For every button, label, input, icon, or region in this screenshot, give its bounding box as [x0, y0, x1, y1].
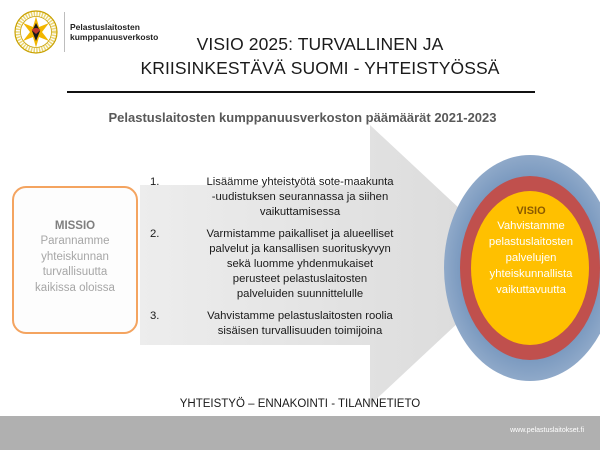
goal-item: [150, 175, 430, 220]
goal-text: [170, 175, 430, 220]
visio-title: VISIO: [516, 205, 546, 217]
missio-line: yhteiskunnan: [41, 250, 109, 263]
visio-line: Vahvistamme: [497, 220, 565, 232]
pelastuslaitokset-logo: [14, 10, 58, 54]
subtitle: Pelastuslaitosten kumppanuusverkoston päämäärät 2021-2023: [108, 110, 497, 125]
title-line2: KRIISINKESTÄVÄ SUOMI - YHTEISTYÖSSÄ: [140, 58, 500, 78]
logo-divider: [64, 12, 65, 52]
visio-line: pelastuslaitosten: [488, 236, 574, 248]
org-name-line2: kumppanuusverkosto: [70, 32, 159, 42]
goal-line: perusteet pelastuslaitosten: [232, 273, 368, 285]
goals-list: [150, 175, 430, 346]
missio-line: Parannamme: [40, 235, 110, 247]
goal-line: Lisäämme yhteistyötä sote-maakunta: [206, 176, 394, 188]
footer-bar: [0, 416, 600, 450]
goal-line: Vahvistamme pelastuslaitosten roolia: [207, 310, 393, 322]
title-line1: VISIO 2025: TURVALLINEN JA: [196, 34, 444, 54]
footer-url[interactable]: www.pelastuslaitokset.fi: [510, 427, 584, 434]
missio-line: turvallisuutta: [42, 266, 108, 278]
goal-text: [170, 309, 430, 339]
visio-line: palvelujen: [505, 252, 557, 264]
goal-line: palveluiden suunnittelulle: [236, 288, 364, 300]
visio-text: [472, 205, 590, 298]
goal-line: Varmistamme paikalliset ja alueelliset: [206, 228, 394, 240]
slide-title: [90, 32, 550, 80]
visio-line: yhteiskunnallista: [489, 268, 573, 280]
missio-box: [12, 186, 138, 334]
goal-line: -uudistuksen seurannassa ja siihen: [211, 191, 389, 203]
goal-line: sekä luomme yhdenmukaiset: [226, 258, 374, 270]
visio-body: [472, 218, 590, 298]
goal-line: sisäisen turvallisuuden toimijoina: [217, 325, 383, 337]
missio-text: [14, 234, 136, 296]
goal-line: vaikuttamisessa: [259, 206, 341, 218]
goal-text: [170, 227, 430, 302]
goal-number: 1.: [150, 176, 160, 188]
motto: YHTEISTYÖ – ENNAKOINTI - TILANNETIETO: [179, 398, 421, 410]
goal-item: [150, 309, 430, 339]
missio-line: kaikissa oloissa: [35, 281, 115, 294]
goal-item: [150, 227, 430, 302]
title-rule: [67, 91, 535, 93]
visio-line: vaikuttavuutta: [496, 284, 566, 296]
goal-number: 3.: [150, 310, 160, 322]
goal-line: palvelut ja kansallisen suorituskyvyn: [209, 243, 391, 255]
missio-title: MISSIO: [54, 220, 96, 232]
goal-number: 2.: [150, 228, 160, 240]
org-name-line1: Pelastuslaitosten: [70, 22, 140, 32]
